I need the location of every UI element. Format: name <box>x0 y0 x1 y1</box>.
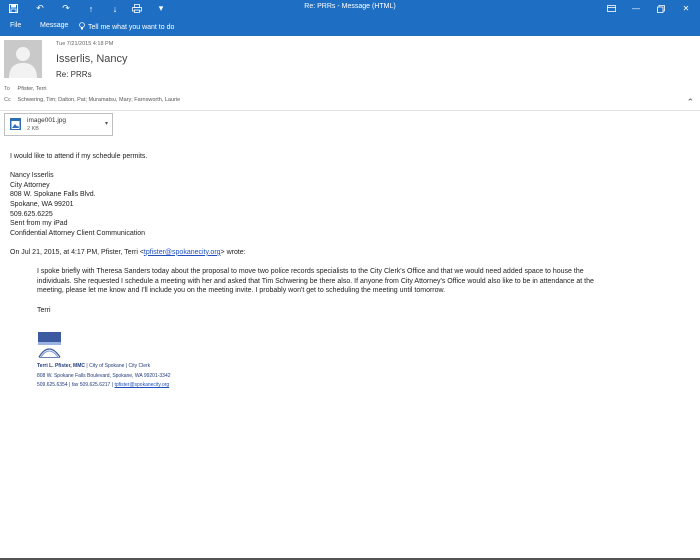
cc-label: Cc <box>4 97 11 103</box>
body-line: I would like to attend if my schedule permits. <box>10 153 148 160</box>
lightbulb-icon <box>79 22 85 32</box>
minimize-icon[interactable]: — <box>632 4 640 13</box>
ribbon <box>0 17 700 36</box>
message-header <box>0 36 700 111</box>
down-arrow-icon[interactable]: ↓ <box>112 3 118 14</box>
signature-address: 808 W. Spokane Falls Boulevard, Spokane, WA 99201-3342 <box>37 373 171 379</box>
tab-message[interactable]: Message <box>40 22 69 29</box>
tell-me-search[interactable] <box>79 22 174 32</box>
attachment-size: 2 KB <box>27 126 39 132</box>
quote-signoff: Terri <box>37 306 51 314</box>
signature-org: City of Spokane <box>89 363 125 369</box>
tab-file[interactable]: File <box>10 22 22 29</box>
signature-name: Terri L. Pfister, MMC <box>37 363 85 369</box>
sender-avatar <box>4 40 42 78</box>
signature-line: 509.625.6225 <box>10 210 53 218</box>
attachment-name: image001.jpg <box>27 117 67 124</box>
signature-name-line: Terri L. Pfister, MMC | City of Spokane | City Clerk <box>37 363 151 369</box>
signature-line: Spokane, WA 99201 <box>10 200 74 208</box>
cc-line <box>4 97 180 103</box>
quote-line: meeting, please let me know and I'll include you on the meeting invite. I probably won't get to scheduling the meeting until tomorrow. <box>37 287 446 295</box>
window-title: Re: PRRs - Message (HTML) <box>304 3 396 10</box>
signature-line: 808 W. Spokane Falls Blvd. <box>10 191 96 199</box>
redo-icon[interactable]: ↷ <box>62 3 70 13</box>
to-line <box>4 86 46 92</box>
attachment-dropdown-icon[interactable]: ▾ <box>104 121 108 127</box>
signature-line: Nancy Isserlis <box>10 172 54 180</box>
message-date: Tue 7/21/2015 4:18 PM <box>56 41 114 47</box>
signature-contact-line: 509.625.6354 | fax 509.625.6217 | tpfister@spokanecity.org <box>37 382 170 388</box>
close-icon[interactable]: ✕ <box>682 4 690 13</box>
to-label: To <box>4 86 10 92</box>
quote-line: I spoke briefly with Theresa Sanders today about the proposal to move two police records specialists to the City Clerk's Office and that we would need added space to house the <box>37 268 584 276</box>
collapse-header-icon[interactable]: ⌃ <box>686 97 694 107</box>
cc-recipients[interactable]: Schwering, Tim; Dalton, Pat; Muramatsu, Mary; Farnsworth, Laurie <box>17 97 181 103</box>
undo-icon[interactable]: ↶ <box>36 3 44 13</box>
customize-dropdown-icon[interactable]: ▾ <box>158 3 164 13</box>
signature-dept: City Clerk <box>128 363 151 369</box>
title-bar <box>0 0 700 17</box>
up-arrow-icon[interactable]: ↑ <box>88 3 94 14</box>
ribbon-display-options-icon[interactable] <box>603 2 619 15</box>
to-recipients[interactable]: Pfister, Terri <box>17 86 47 92</box>
signature-email-link[interactable]: tpfister@spokanecity.org <box>114 382 170 388</box>
wrote-line: On Jul 21, 2015, at 4:17 PM, Pfister, Terri <tpfister@spokanecity.org> wrote: <box>10 248 246 256</box>
message-subject: Re: PRRs <box>56 70 92 79</box>
restore-icon[interactable] <box>653 2 669 15</box>
signature-line: Confidential Attorney Client Communication <box>10 229 146 237</box>
attachment-card[interactable] <box>4 113 113 136</box>
tell-me-label: Tell me what you want to do <box>88 23 175 31</box>
city-logo <box>37 329 62 359</box>
image-file-icon <box>10 118 21 130</box>
email-link[interactable]: tpfister@spokanecity.org <box>143 248 221 256</box>
sender-name[interactable]: Isserlis, Nancy <box>56 53 128 65</box>
message-body <box>10 152 690 315</box>
signature-line: Sent from my iPad <box>10 220 68 228</box>
quote-line: individuals. She requested I schedule a meeting with her and asked that Tim Schwering be there also. If anyone from City Attorney's Office would also like to be in attendance at the <box>37 277 594 285</box>
signature-line: City Attorney <box>10 181 50 189</box>
quoted-message <box>37 267 690 315</box>
